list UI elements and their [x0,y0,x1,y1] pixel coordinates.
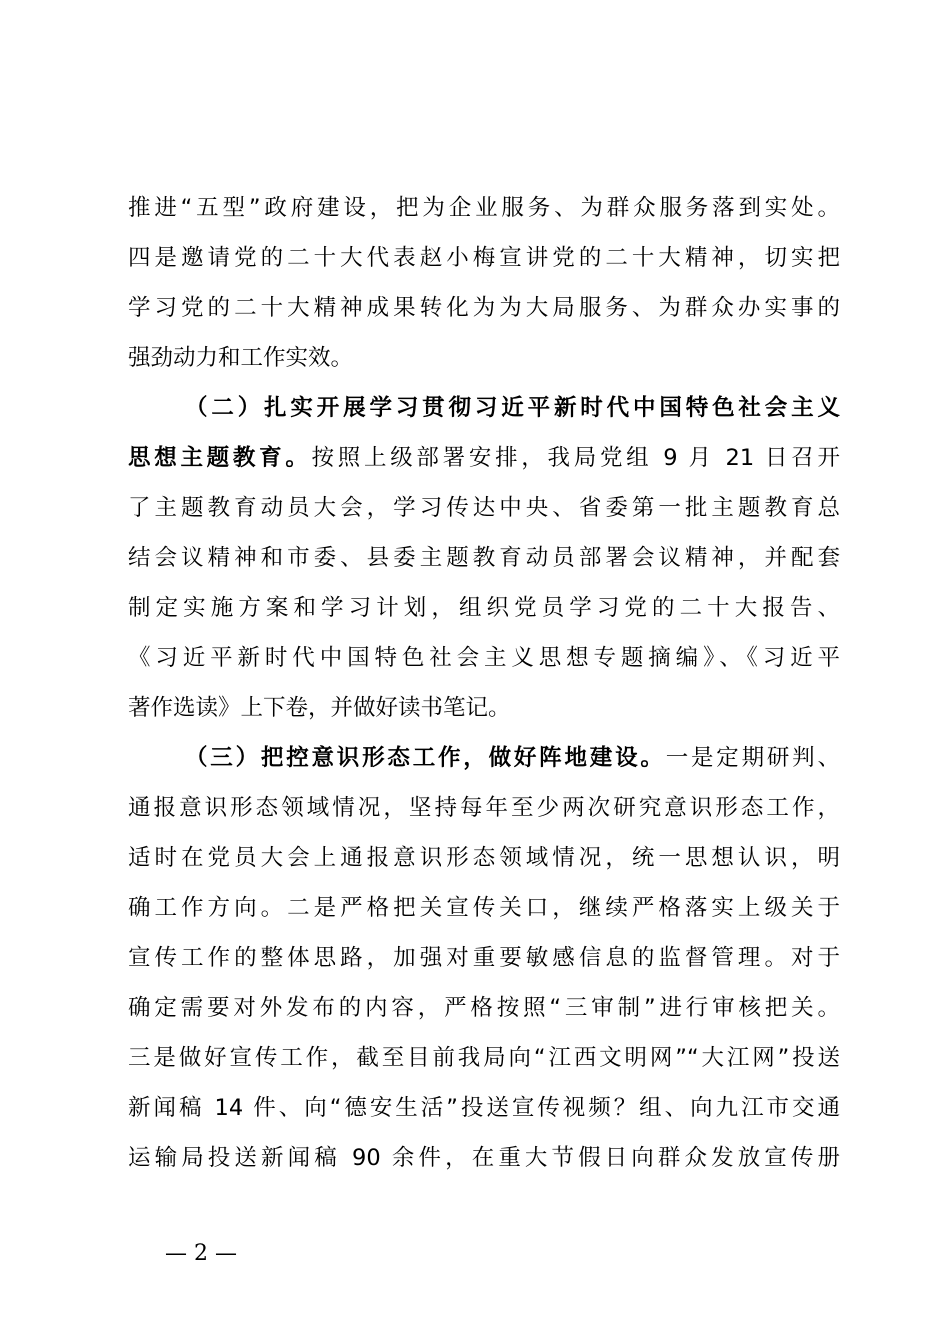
line-text: 强劲动力和工作实效。 [128,345,354,371]
body-line [128,533,840,583]
line-text: 新闻稿 14 件、向“德安生活”投送宣传视频？组、向九江市交通 [128,1095,840,1121]
section-heading-2 [128,383,840,433]
body-line [128,683,840,733]
line-text: 学习党的二十大精神成果转化为为大局服务、为群众办实事的 [128,295,840,321]
line-text: 制定实施方案和学习计划，组织党员学习党的二十大报告、 [128,595,840,621]
body-line [128,833,840,883]
body-line [128,933,840,983]
line-text: 按照上级部署安排，我局党组 9 月 21 日召开 [311,445,840,471]
line-text: 《习近平新时代中国特色社会主义思想专题摘编》、《习近平 [128,645,840,671]
line-text: 了主题教育动员大会，学习传达中央、省委第一批主题教育总 [128,495,840,521]
body-line [128,883,840,933]
page-number: — 2 — [165,1241,237,1266]
body-line [128,583,840,633]
body-line [128,1083,840,1133]
body-line [128,483,840,533]
body-line [128,633,840,683]
body-line [128,433,840,483]
line-text: 通报意识形态领域情况，坚持每年至少两次研究意识形态工作， [128,795,840,821]
document-body [128,183,840,1183]
heading-text: （二）扎实开展学习贯彻习近平新时代中国特色社会主义 [185,395,840,421]
line-text: 宣传工作的整体思路，加强对重要敏感信息的监督管理。对于 [128,945,840,971]
body-line [128,183,840,233]
line-text: 三是做好宣传工作，截至目前我局向“江西文明网”“大江网”投送 [128,1045,840,1071]
body-line [128,283,840,333]
body-line [128,1133,840,1183]
line-text: 适时在党员大会上通报意识形态领域情况，统一思想认识，明 [128,845,840,871]
line-text: 著作选读》上下卷，并做好读书笔记。 [128,695,511,721]
line-text: 运输局投送新闻稿 90 余件，在重大节假日向群众发放宣传册 [128,1145,840,1171]
line-text: 确工作方向。二是严格把关宣传关口，继续严格落实上级关于 [128,895,840,921]
body-line [128,983,840,1033]
line-text: 确定需要对外发布的内容，严格按照“三审制”进行审核把关。 [128,995,840,1021]
heading-text-continued: 思想主题教育。 [128,445,312,471]
body-line [128,233,840,283]
section-heading-3 [128,733,840,783]
line-text: 结会议精神和市委、县委主题教育动员部署会议精神，并配套 [128,545,840,571]
line-text: 一是定期研判、 [665,745,840,771]
line-text: 推进“五型”政府建设，把为企业服务、为群众服务落到实处。 [128,195,840,221]
body-line [128,783,840,833]
body-line [128,333,840,383]
line-text: 四是邀请党的二十大代表赵小梅宣讲党的二十大精神，切实把 [128,245,840,271]
body-line [128,1033,840,1083]
heading-text: （三）把控意识形态工作，做好阵地建设。 [185,745,666,771]
